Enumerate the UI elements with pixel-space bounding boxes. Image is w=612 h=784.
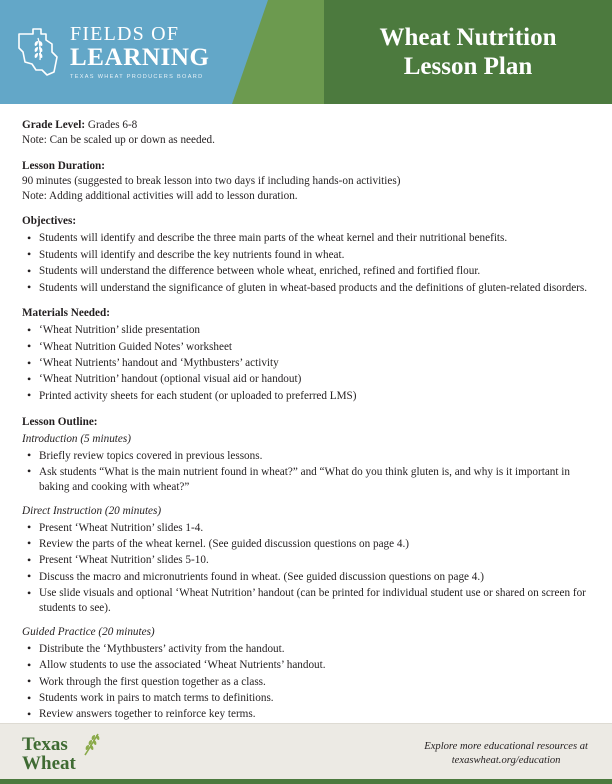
page-footer — [0, 723, 612, 784]
list-item: • Printed activity sheets for each student (or uploaded to preferred LMS) — [22, 389, 590, 404]
materials-list — [22, 323, 590, 403]
footer-brand-logo — [22, 735, 76, 774]
brand-subtitle: TEXAS WHEAT PRODUCERS BOARD — [70, 73, 204, 80]
footer-accent-stripe — [0, 779, 612, 784]
list-item: • Students will identify and describe the key nutrients found in wheat. — [22, 248, 590, 263]
list-item: • Students will understand the significance of gluten in wheat-based products and the definitions of gluten-related disorders. — [22, 281, 590, 296]
grade-level-block — [22, 118, 590, 148]
materials-label: Materials Needed: — [22, 307, 110, 320]
lesson-duration-block — [22, 159, 590, 204]
lesson-outline-block — [22, 415, 590, 723]
list-item: • Distribute the ‘Mythbusters’ activity from the handout. — [22, 642, 590, 657]
objectives-list — [22, 231, 590, 295]
footer-cta — [424, 740, 588, 769]
header-logo-panel — [0, 0, 232, 104]
footer-brand-line-2: Wheat — [22, 753, 76, 775]
list-item: • Use slide visuals and optional ‘Wheat Nutrition’ handout (can be printed for individual student use or shared on screen for students to see). — [22, 586, 590, 616]
list-item: • ‘Wheat Nutrition’ slide presentation — [22, 323, 590, 338]
grade-level-value: Grades 6-8 — [87, 119, 138, 131]
list-item: • Present ‘Wheat Nutrition’ slides 1-4. — [22, 521, 590, 536]
list-item: • Work through the first question together as a class. — [22, 675, 590, 690]
grade-level-label: Grade Level: — [22, 119, 86, 131]
header-title-panel — [324, 0, 612, 104]
list-item: • Briefly review topics covered in previous lessons. — [22, 449, 590, 464]
page-header — [0, 0, 612, 104]
page-title-line-1: Wheat Nutrition — [379, 23, 557, 51]
list-item: • Students will understand the difference between whole wheat, enriched, refined and fortified flour. — [22, 264, 590, 279]
lesson-duration-label: Lesson Duration: — [22, 159, 105, 172]
texas-state-outline-with-wheat-icon — [16, 26, 62, 78]
list-item: • Students work in pairs to match terms to definitions. — [22, 691, 590, 706]
section-list — [22, 642, 590, 722]
page-title-line-2: Lesson Plan — [403, 53, 533, 80]
outline-section-introduction — [22, 432, 590, 495]
grade-level-note: Note: Can be scaled up or down as needed. — [22, 133, 215, 146]
lesson-outline-label: Lesson Outline: — [22, 415, 98, 428]
list-item: • Review the parts of the wheat kernel. (See guided discussion questions on page 4.) — [22, 537, 590, 552]
brand-logo-text — [70, 24, 210, 81]
objectives-block — [22, 214, 590, 295]
lesson-duration-value: 90 minutes (suggested to break lesson into two days if including hands-on activities) — [22, 174, 401, 187]
list-item: • ‘Wheat Nutrition’ handout (optional visual aid or handout) — [22, 372, 590, 387]
footer-cta-line-1: Explore more educational resources at — [424, 741, 588, 752]
footer-brand-line-1: Texas — [22, 734, 68, 755]
wheat-sprig-icon — [79, 731, 105, 761]
lesson-duration-note: Note: Adding additional activities will add to lesson duration. — [22, 189, 298, 202]
list-item: • Review answers together to reinforce key terms. — [22, 707, 590, 722]
brand-line-1: FIELDS OF — [70, 22, 180, 45]
list-item: • ‘Wheat Nutrition Guided Notes’ worksheet — [22, 340, 590, 355]
materials-block — [22, 306, 590, 403]
list-item: • Discuss the macro and micronutrients found in wheat. (See guided discussion questions on page 4.) — [22, 570, 590, 585]
section-heading: Direct Instruction (20 minutes) — [22, 504, 162, 517]
brand-line-2: LEARNING — [70, 43, 210, 71]
outline-section-guided-practice — [22, 625, 590, 722]
grade-level-line — [22, 118, 590, 133]
list-item: • Ask students “What is the main nutrient found in wheat?” and “What do you think gluten is, and why is it important in baking and cooking with wheat?” — [22, 465, 590, 495]
section-list — [22, 449, 590, 495]
list-item: • ‘Wheat Nutrients’ handout and ‘Mythbusters’ activity — [22, 356, 590, 371]
footer-education-link[interactable]: texaswheat.org/education — [451, 755, 561, 767]
list-item: • Students will identify and describe the three main parts of the wheat kernel and their nutritional benefits. — [22, 231, 590, 246]
section-list — [22, 521, 590, 616]
objectives-label: Objectives: — [22, 215, 77, 228]
header-diagonal-divider — [232, 0, 324, 104]
list-item: • Allow students to use the associated ‘Wheat Nutrients’ handout. — [22, 658, 590, 673]
list-item: • Present ‘Wheat Nutrition’ slides 5-10. — [22, 553, 590, 568]
section-heading: Guided Practice (20 minutes) — [22, 625, 155, 638]
section-heading: Introduction (5 minutes) — [22, 432, 131, 445]
outline-section-direct-instruction — [22, 504, 590, 616]
document-body — [0, 104, 612, 722]
